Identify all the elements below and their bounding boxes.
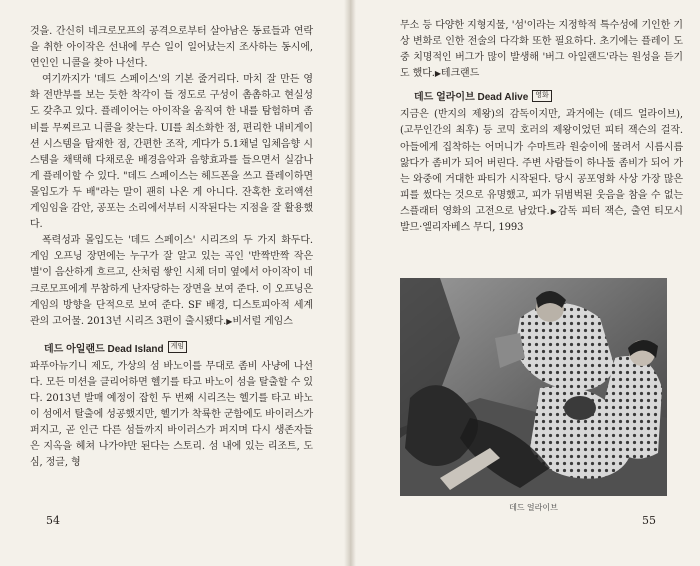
movie-still-illustration [400, 278, 667, 496]
page-number: 54 [46, 514, 60, 527]
category-tag: 게임 [168, 341, 188, 353]
entry-credit: 비서럴 게임스 [232, 315, 293, 327]
entry-text: 파푸아뉴기니 제도, 가상의 섬 바노이를 무대로 좀비 사냥에 나선다. 모든 미션을 클리어하면 헬기를 타고 바노이 섬을 탈출할 수 있다. 2013년 발매 예정이 잡힌 두 번째 시리즈는 헬기를 타고 바노이 섬에서 탈출에 성공했지만, 헬기가 착륙한 군함에도 바이러스가 퍼지고, 곧 인근 다른 섬들까지 바이러스가 퍼지며 다시 생존자들은 지옥을 헤쳐 나가야만 된다는 스토리. 섬 내에 있는 리조트, 도심, 정글, 형 [30, 360, 313, 469]
entry-body: 지금은 (반지의 제왕)의 감독이지만, 과거에는 (데드 얼라이브), (고무인간의 최후) 등 코믹 호러의 제왕이었던 피터 잭슨의 걸작. 아들에게 집착하는 어머니가 수마트라 원숭이에 물려서 시름시름 앓다가 좀비가 되어 버린다. 주변 사람들이 하나둘 좀비가 되어 가는 와중에 거대한 파티가 시작된다. 당시 공포영화 사상 가장 많은 피를 썼다는 것으로 유명했고, 피가 뒤범벅된 웃음을 참을 수 없는 스플래터 영화의 고전으로 남았다. [400, 109, 683, 217]
triangle-right-icon: ▶ [549, 206, 558, 216]
left-text-column [30, 24, 313, 471]
right-page [356, 0, 700, 566]
entry-title: 데드 아일랜드 Dead Island [44, 343, 164, 355]
paragraph: 것을. 간신히 네크로모프의 공격으로부터 살아남은 동료들과 연락을 취한 아이작은 선내에 무슨 일이 일어났는지 조사하는 동시에, 연인인 니콜을 찾아 나선다. [30, 26, 313, 70]
entry-text [400, 107, 683, 236]
category-tag: 영화 [532, 90, 552, 102]
right-text-column [400, 18, 683, 236]
entry-text-continued: 무소 등 다양한 지형지물, '섬'이라는 지정학적 특수성에 기인한 기상 변화로 인한 전술의 다각화 또한 필요하다. 초기에는 플레이 도중 치명적인 버그가 많이 발생해 '버그 아일랜드'라는 원성을 듣기도 했다. [400, 20, 683, 80]
entry-title: 데드 얼라이브 Dead Alive [414, 92, 529, 104]
photo-caption: 데드 얼라이브 [509, 503, 558, 512]
entry-heading [44, 340, 313, 355]
entry-credit: 테크랜드 [440, 68, 480, 80]
paragraph: 여기까지가 '데드 스페이스'의 기본 줄거리다. 마치 잘 만든 영화 전반부를 보는 듯한 착각이 들 정도로 구성이 촘촘하고 현실성도 갖추고 있다. 플레이어는 아이작을 움직여 한 내를 탐험하며 좀비를 무찌르고 니콜을 찾는다. UI를 최소화한 점, 편리한 내비게이션 시스템을 탑재한 점, 간편한 조작, 게다가 5.1채널 입체음향 시스템을 채택해 다채로운 배경음악과 음향효과를 들으면서 실감나게 플레이할 수 있다. "데드 스페이스는 헤드폰을 쓰고 플레이하면 몰입도가 두 배"라는 말이 괜히 나온 게 아니다. 잔혹한 호러액션 게임임을 감안, 공포는 소리에서부터 시작된다는 지점을 잘 활용했다. [30, 74, 313, 231]
entry-heading [414, 88, 683, 103]
entry-text [400, 18, 683, 82]
movie-still-photo [400, 278, 667, 496]
paragraph-text: 폭력성과 몰입도는 '데드 스페이스' 시리즈의 두 가지 화두다. 게임 오프닝 장면에는 누구가 잘 알고 있는 곡인 '반짝반짝 작은 별'이 음산하게 흐르고, 산처럼 쌓인 시체 더미 옆에서 아이작이 네크로모프에게 무참하게 난자당하는 장면을 보여 준다. 이 오프닝은 게임의 방향을 단적으로 보여 준다. SF 배경, 디스토피아적 세계관의 고어물. 2013년 시리즈 3편이 출시됐다. [30, 235, 313, 327]
left-page [0, 0, 344, 566]
page-number: 55 [642, 514, 656, 527]
triangle-right-icon: ▶ [434, 69, 441, 79]
entry-credit: 감독 피터 잭슨, 출연 티모시 발므·엘리자베스 무디, 1993 [400, 205, 683, 234]
paragraph [30, 233, 313, 330]
triangle-right-icon: ▶ [226, 316, 233, 326]
book-gutter [344, 0, 356, 566]
